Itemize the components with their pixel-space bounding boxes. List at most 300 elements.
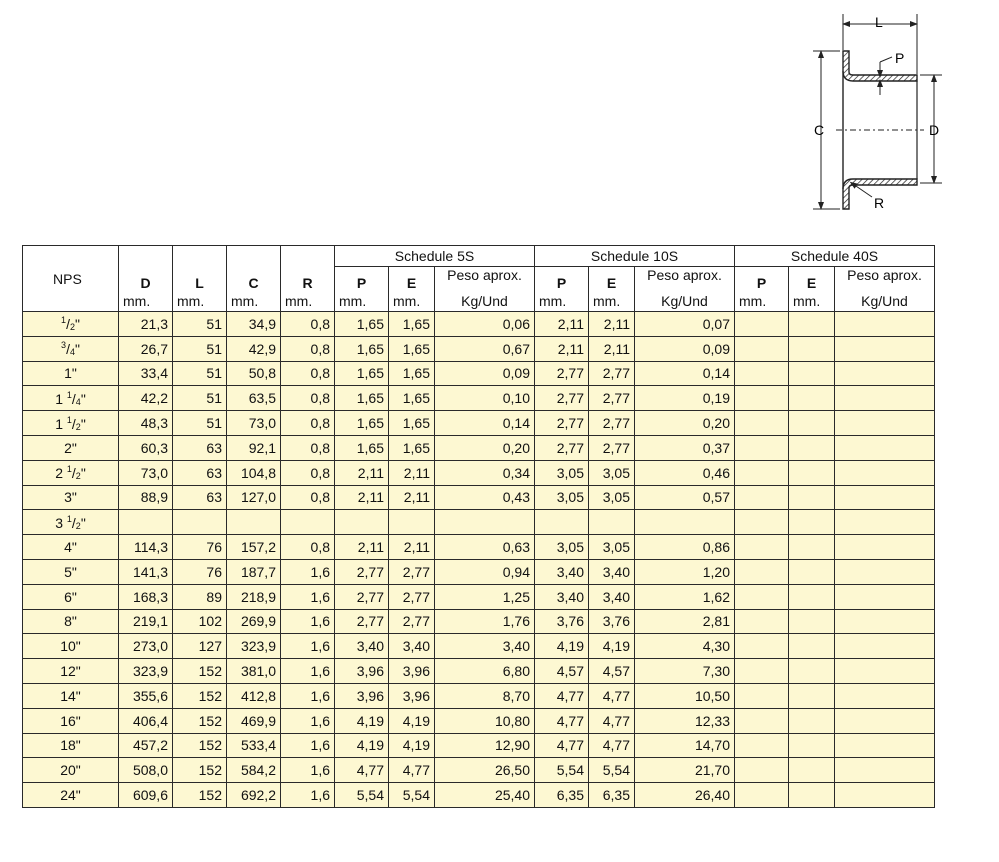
nps-suffix: " <box>74 341 80 358</box>
cell-10s-peso: 0,07 <box>635 312 735 337</box>
cell-c: 323,9 <box>227 634 281 659</box>
cell-d: 42,2 <box>119 386 173 411</box>
nps-denominator: 2 <box>75 421 81 432</box>
cell-5s-e: 1,65 <box>389 312 435 337</box>
cell-5s-p: 1,65 <box>335 336 389 361</box>
table-row <box>23 584 935 609</box>
cell-5s-e: 2,11 <box>389 485 435 510</box>
table-row <box>23 435 935 460</box>
cell-40s-e <box>789 783 835 808</box>
cell-40s-peso <box>835 559 935 584</box>
header-l: L <box>173 246 227 292</box>
cell-10s-peso: 0,57 <box>635 485 735 510</box>
cell-c: 92,1 <box>227 435 281 460</box>
cell-40s-e <box>789 460 835 485</box>
cell-40s-e <box>789 609 835 634</box>
cell-40s-e <box>789 510 835 535</box>
cell-10s-e: 3,40 <box>589 559 635 584</box>
cell-10s-peso: 0,37 <box>635 435 735 460</box>
cell-40s-peso <box>835 708 935 733</box>
cell-40s-peso <box>835 386 935 411</box>
cell-l <box>173 510 227 535</box>
header-40s-p: P <box>735 267 789 292</box>
unit-l: mm. <box>173 291 227 312</box>
table-row <box>23 758 935 783</box>
cell-10s-peso: 0,14 <box>635 361 735 386</box>
cell-40s-p <box>735 659 789 684</box>
cell-r <box>281 510 335 535</box>
cell-5s-p: 4,19 <box>335 708 389 733</box>
cell-10s-p: 3,76 <box>535 609 589 634</box>
cell-10s-peso: 14,70 <box>635 733 735 758</box>
table-row <box>23 683 935 708</box>
cell-10s-p: 4,57 <box>535 659 589 684</box>
cell-10s-peso: 10,50 <box>635 683 735 708</box>
cell-10s-p: 2,77 <box>535 361 589 386</box>
nps-whole: 6" <box>64 588 77 605</box>
cell-40s-peso <box>835 733 935 758</box>
cell-5s-peso: 8,70 <box>435 683 535 708</box>
cell-5s-p: 2,77 <box>335 609 389 634</box>
cell-l: 152 <box>173 683 227 708</box>
unit-r: mm. <box>281 291 335 312</box>
cell-40s-peso <box>835 485 935 510</box>
cell-5s-peso: 1,76 <box>435 609 535 634</box>
cell-40s-p <box>735 411 789 436</box>
nps-whole: 14" <box>60 687 81 704</box>
cell-d: 60,3 <box>119 435 173 460</box>
cell-40s-peso <box>835 435 935 460</box>
table-row <box>23 783 935 808</box>
cell-10s-e: 4,77 <box>589 683 635 708</box>
cell-5s-p: 2,11 <box>335 485 389 510</box>
cell-5s-p: 2,11 <box>335 460 389 485</box>
cell-5s-p <box>335 510 389 535</box>
cell-5s-p: 1,65 <box>335 361 389 386</box>
cell-5s-e: 2,11 <box>389 535 435 560</box>
cell-d: 273,0 <box>119 634 173 659</box>
cell-40s-p <box>735 336 789 361</box>
cell-5s-e: 1,65 <box>389 361 435 386</box>
cell-10s-e: 5,54 <box>589 758 635 783</box>
cell-5s-e: 4,19 <box>389 708 435 733</box>
nps-cell <box>23 659 119 684</box>
cell-5s-e: 4,19 <box>389 733 435 758</box>
cell-5s-p: 3,40 <box>335 634 389 659</box>
cell-c: 157,2 <box>227 535 281 560</box>
table-row <box>23 733 935 758</box>
nps-cell <box>23 535 119 560</box>
cell-40s-e <box>789 584 835 609</box>
cell-l: 51 <box>173 361 227 386</box>
cell-l: 51 <box>173 386 227 411</box>
stub-end-diagram <box>800 0 999 230</box>
nps-cell <box>23 510 119 535</box>
header-c: C <box>227 246 281 292</box>
nps-denominator: 2 <box>69 322 75 333</box>
cell-10s-p: 3,05 <box>535 460 589 485</box>
cell-d: 219,1 <box>119 609 173 634</box>
header-40s-e: E <box>789 267 835 292</box>
cell-r: 1,6 <box>281 708 335 733</box>
cell-10s-p: 4,77 <box>535 708 589 733</box>
cell-40s-e <box>789 312 835 337</box>
cell-10s-peso: 1,62 <box>635 584 735 609</box>
cell-40s-p <box>735 485 789 510</box>
cell-d: 457,2 <box>119 733 173 758</box>
cell-40s-e <box>789 435 835 460</box>
cell-c: 412,8 <box>227 683 281 708</box>
cell-l: 76 <box>173 559 227 584</box>
cell-10s-e: 2,11 <box>589 312 635 337</box>
nps-cell <box>23 584 119 609</box>
header-5s-p: P <box>335 267 389 292</box>
nps-fraction-slash: / <box>71 514 76 531</box>
cell-5s-e: 2,11 <box>389 460 435 485</box>
cell-40s-e <box>789 683 835 708</box>
nps-cell <box>23 733 119 758</box>
cell-5s-peso: 26,50 <box>435 758 535 783</box>
cell-c: 469,9 <box>227 708 281 733</box>
nps-cell <box>23 609 119 634</box>
cell-40s-peso <box>835 460 935 485</box>
cell-r: 0,8 <box>281 336 335 361</box>
cell-10s-p: 2,77 <box>535 386 589 411</box>
cell-10s-peso: 0,46 <box>635 460 735 485</box>
cell-10s-peso: 0,86 <box>635 535 735 560</box>
cell-c: 42,9 <box>227 336 281 361</box>
cell-40s-e <box>789 485 835 510</box>
table-header <box>23 246 935 312</box>
cell-5s-p: 2,77 <box>335 584 389 609</box>
cell-d: 323,9 <box>119 659 173 684</box>
cell-10s-e: 4,77 <box>589 708 635 733</box>
nps-cell <box>23 683 119 708</box>
cell-d: 88,9 <box>119 485 173 510</box>
cell-40s-peso <box>835 336 935 361</box>
cell-10s-e: 3,05 <box>589 485 635 510</box>
cell-5s-e: 1,65 <box>389 411 435 436</box>
cell-10s-peso: 12,33 <box>635 708 735 733</box>
cell-10s-peso: 21,70 <box>635 758 735 783</box>
cell-c: 533,4 <box>227 733 281 758</box>
cell-40s-e <box>789 411 835 436</box>
cell-r: 1,6 <box>281 609 335 634</box>
cell-5s-p: 3,96 <box>335 659 389 684</box>
nps-whole: 12" <box>60 663 81 680</box>
nps-cell <box>23 634 119 659</box>
table-row <box>23 535 935 560</box>
nps-denominator: 2 <box>75 520 81 531</box>
table-row <box>23 312 935 337</box>
cell-10s-p: 2,11 <box>535 336 589 361</box>
cell-10s-peso: 0,20 <box>635 411 735 436</box>
table-row <box>23 361 935 386</box>
cell-l: 152 <box>173 733 227 758</box>
cell-40s-peso <box>835 510 935 535</box>
nps-cell <box>23 460 119 485</box>
cell-l: 89 <box>173 584 227 609</box>
cell-c: 218,9 <box>227 584 281 609</box>
cell-10s-e: 2,77 <box>589 361 635 386</box>
cell-40s-peso <box>835 535 935 560</box>
cell-40s-p <box>735 386 789 411</box>
cell-40s-e <box>789 361 835 386</box>
cell-c: 73,0 <box>227 411 281 436</box>
cell-40s-e <box>789 733 835 758</box>
nps-suffix: " <box>80 514 86 531</box>
cell-10s-e: 4,19 <box>589 634 635 659</box>
cell-40s-p <box>735 683 789 708</box>
nps-numerator: 1 <box>61 315 67 326</box>
cell-10s-e <box>589 510 635 535</box>
cell-5s-e <box>389 510 435 535</box>
cell-l: 127 <box>173 634 227 659</box>
cell-10s-peso: 7,30 <box>635 659 735 684</box>
header-r: R <box>281 246 335 292</box>
header-10s-p: P <box>535 267 589 292</box>
cell-5s-peso: 0,34 <box>435 460 535 485</box>
cell-l: 63 <box>173 460 227 485</box>
cell-10s-e: 2,77 <box>589 435 635 460</box>
cell-d: 609,6 <box>119 783 173 808</box>
nps-denominator: 2 <box>75 471 81 482</box>
cell-40s-peso <box>835 683 935 708</box>
cell-40s-peso <box>835 411 935 436</box>
nps-fraction-slash: / <box>71 415 76 432</box>
cell-r: 0,8 <box>281 460 335 485</box>
table-row <box>23 659 935 684</box>
cell-l: 102 <box>173 609 227 634</box>
nps-suffix: " <box>80 465 86 482</box>
header-5s-peso: Peso aprox. <box>435 267 535 292</box>
cell-10s-e: 2,11 <box>589 336 635 361</box>
cell-5s-e: 2,77 <box>389 609 435 634</box>
cell-5s-e: 1,65 <box>389 386 435 411</box>
nps-cell <box>23 708 119 733</box>
nps-cell <box>23 758 119 783</box>
nps-cell <box>23 783 119 808</box>
cell-r: 1,6 <box>281 733 335 758</box>
cell-r: 1,6 <box>281 659 335 684</box>
cell-10s-e: 3,05 <box>589 535 635 560</box>
cell-40s-e <box>789 535 835 560</box>
cell-5s-e: 2,77 <box>389 559 435 584</box>
cell-40s-e <box>789 708 835 733</box>
nps-suffix: " <box>80 415 86 432</box>
cell-10s-p <box>535 510 589 535</box>
cell-10s-p: 4,19 <box>535 634 589 659</box>
nps-fraction-slash: / <box>66 316 70 333</box>
cell-5s-peso: 0,14 <box>435 411 535 436</box>
cell-40s-peso <box>835 758 935 783</box>
cell-r: 0,8 <box>281 312 335 337</box>
cell-5s-e: 4,77 <box>389 758 435 783</box>
diagram-label-p: P <box>895 50 905 66</box>
table-row <box>23 708 935 733</box>
cell-5s-peso: 1,25 <box>435 584 535 609</box>
nps-whole: 3" <box>64 489 77 506</box>
table-body <box>23 312 935 808</box>
cell-r: 0,8 <box>281 361 335 386</box>
nps-fraction-slash: / <box>66 341 70 358</box>
cell-l: 51 <box>173 411 227 436</box>
unit-10s-p: mm. <box>535 291 589 312</box>
cell-40s-p <box>735 634 789 659</box>
cell-5s-peso: 0,06 <box>435 312 535 337</box>
cell-5s-p: 3,96 <box>335 683 389 708</box>
cell-l: 152 <box>173 783 227 808</box>
table-row <box>23 336 935 361</box>
cell-40s-peso <box>835 361 935 386</box>
cell-l: 152 <box>173 659 227 684</box>
cell-5s-peso: 0,43 <box>435 485 535 510</box>
cell-10s-peso: 2,81 <box>635 609 735 634</box>
cell-c: 34,9 <box>227 312 281 337</box>
nps-whole: 1 <box>55 415 67 432</box>
cell-5s-peso: 0,94 <box>435 559 535 584</box>
unit-40s-peso: Kg/Und <box>835 291 935 312</box>
cell-5s-peso: 0,10 <box>435 386 535 411</box>
nps-whole: 1" <box>64 365 77 382</box>
cell-10s-p: 3,40 <box>535 584 589 609</box>
header-40s-peso: Peso aprox. <box>835 267 935 292</box>
nps-suffix: " <box>80 390 86 407</box>
nps-fraction-slash: / <box>71 390 76 407</box>
cell-10s-peso: 26,40 <box>635 783 735 808</box>
cell-d: 168,3 <box>119 584 173 609</box>
nps-numerator: 1 <box>66 389 72 400</box>
cell-5s-p: 5,54 <box>335 783 389 808</box>
unit-5s-peso: Kg/Und <box>435 291 535 312</box>
cell-r: 0,8 <box>281 411 335 436</box>
cell-40s-p <box>735 609 789 634</box>
cell-5s-e: 1,65 <box>389 336 435 361</box>
nps-cell <box>23 386 119 411</box>
cell-40s-p <box>735 783 789 808</box>
nps-numerator: 1 <box>66 464 72 475</box>
cell-10s-peso <box>635 510 735 535</box>
cell-5s-peso: 0,67 <box>435 336 535 361</box>
cell-5s-e: 3,40 <box>389 634 435 659</box>
cell-r: 0,8 <box>281 435 335 460</box>
table-row <box>23 559 935 584</box>
cell-5s-e: 5,54 <box>389 783 435 808</box>
cell-10s-peso: 1,20 <box>635 559 735 584</box>
cell-10s-e: 4,77 <box>589 733 635 758</box>
unit-10s-e: mm. <box>589 291 635 312</box>
cell-c: 104,8 <box>227 460 281 485</box>
cell-c: 63,5 <box>227 386 281 411</box>
cell-r: 0,8 <box>281 485 335 510</box>
nps-denominator: 4 <box>75 396 81 407</box>
diagram-label-d: D <box>929 122 940 138</box>
cell-5s-p: 1,65 <box>335 312 389 337</box>
cell-5s-p: 2,77 <box>335 559 389 584</box>
cell-40s-e <box>789 758 835 783</box>
unit-40s-p: mm. <box>735 291 789 312</box>
cell-5s-e: 1,65 <box>389 435 435 460</box>
nps-fraction-slash: / <box>71 465 76 482</box>
cell-5s-p: 2,11 <box>335 535 389 560</box>
cell-l: 152 <box>173 708 227 733</box>
cell-10s-e: 3,40 <box>589 584 635 609</box>
cell-40s-peso <box>835 609 935 634</box>
table-row <box>23 485 935 510</box>
cell-10s-p: 3,05 <box>535 535 589 560</box>
diagram-label-r: R <box>874 195 885 211</box>
cell-d: 73,0 <box>119 460 173 485</box>
cell-40s-peso <box>835 312 935 337</box>
cell-5s-peso: 6,80 <box>435 659 535 684</box>
unit-c: mm. <box>227 291 281 312</box>
cell-l: 51 <box>173 336 227 361</box>
cell-c: 50,8 <box>227 361 281 386</box>
cell-10s-p: 3,40 <box>535 559 589 584</box>
cell-5s-peso: 3,40 <box>435 634 535 659</box>
cell-r: 1,6 <box>281 559 335 584</box>
unit-40s-e: mm. <box>789 291 835 312</box>
cell-d: 21,3 <box>119 312 173 337</box>
cell-10s-peso: 4,30 <box>635 634 735 659</box>
cell-10s-e: 4,57 <box>589 659 635 684</box>
table-row <box>23 460 935 485</box>
cell-l: 51 <box>173 312 227 337</box>
nps-cell <box>23 411 119 436</box>
cell-r: 1,6 <box>281 584 335 609</box>
nps-numerator: 1 <box>66 414 72 425</box>
cell-5s-peso: 25,40 <box>435 783 535 808</box>
cell-5s-p: 1,65 <box>335 411 389 436</box>
cell-c: 127,0 <box>227 485 281 510</box>
table-row <box>23 411 935 436</box>
cell-d: 26,7 <box>119 336 173 361</box>
cell-d: 355,6 <box>119 683 173 708</box>
nps-cell <box>23 485 119 510</box>
cell-40s-p <box>735 361 789 386</box>
cell-5s-e: 2,77 <box>389 584 435 609</box>
cell-10s-p: 4,77 <box>535 683 589 708</box>
cell-c: 187,7 <box>227 559 281 584</box>
unit-5s-e: mm. <box>389 291 435 312</box>
cell-r: 1,6 <box>281 758 335 783</box>
cell-40s-p <box>735 733 789 758</box>
cell-d: 406,4 <box>119 708 173 733</box>
nps-cell <box>23 559 119 584</box>
cell-40s-p <box>735 584 789 609</box>
nps-cell <box>23 336 119 361</box>
cell-10s-e: 3,76 <box>589 609 635 634</box>
cell-5s-p: 4,77 <box>335 758 389 783</box>
cell-5s-p: 1,65 <box>335 386 389 411</box>
cell-10s-peso: 0,19 <box>635 386 735 411</box>
cell-l: 152 <box>173 758 227 783</box>
cell-40s-p <box>735 559 789 584</box>
nps-whole: 20" <box>60 762 81 779</box>
header-10s-peso: Peso aprox. <box>635 267 735 292</box>
table-row <box>23 386 935 411</box>
header-10s-e: E <box>589 267 635 292</box>
nps-whole: 1 <box>55 390 67 407</box>
cell-10s-p: 4,77 <box>535 733 589 758</box>
unit-10s-peso: Kg/Und <box>635 291 735 312</box>
cell-10s-p: 2,11 <box>535 312 589 337</box>
cell-r: 0,8 <box>281 535 335 560</box>
cell-d: 48,3 <box>119 411 173 436</box>
cell-40s-e <box>789 634 835 659</box>
cell-l: 63 <box>173 485 227 510</box>
cell-d: 33,4 <box>119 361 173 386</box>
